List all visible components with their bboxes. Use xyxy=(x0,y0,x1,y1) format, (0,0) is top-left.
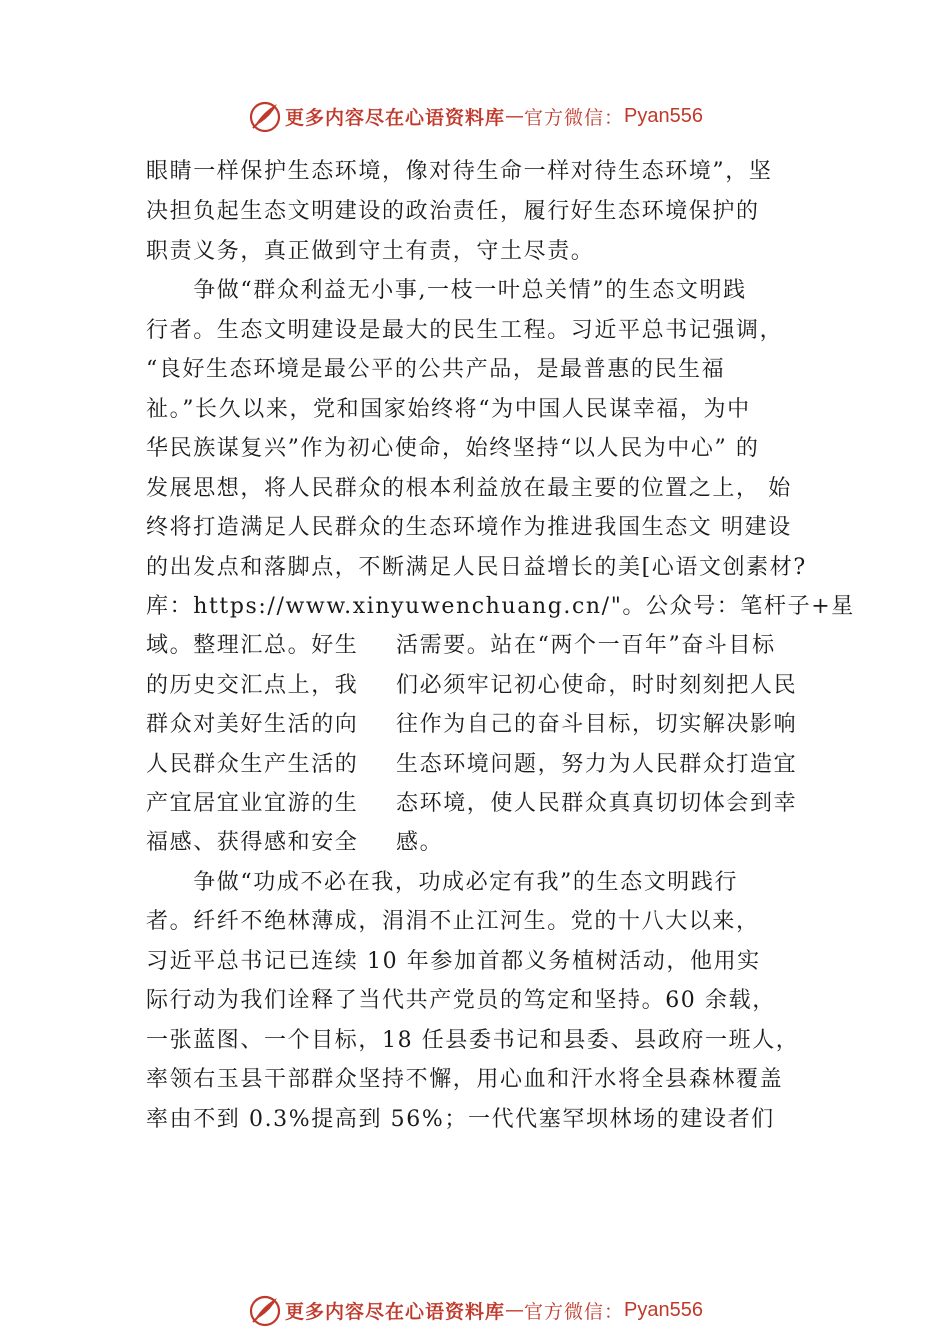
body-line: 争做“群众利益无小事,一枝一叶总关情”的生态文明践 xyxy=(146,278,747,303)
quill-logo-icon xyxy=(247,1292,283,1328)
body-line: “良好生态环境是最公平的公共产品，是最普惠的民生福 xyxy=(146,357,726,382)
banner-wechat-id: Pyan556 xyxy=(624,104,703,127)
split-left-line: 域。整理汇总。好生 xyxy=(146,633,359,658)
split-right-line: 感。 xyxy=(396,830,444,855)
body-line: 率由不到 0.3%提高到 56%；一代代塞罕坝林场的建设者们 xyxy=(146,1107,775,1132)
banner-brand: 更多内容尽在心语资料库 xyxy=(285,1300,506,1323)
body-line: 率领右玉县干部群众坚持不懈，用心血和汗水将全县森林覆盖 xyxy=(146,1067,784,1092)
footer-banner xyxy=(0,1290,950,1330)
banner-separator: — xyxy=(505,105,525,127)
body-line: 决担负起生态文明建设的政治责任，履行好生态环境保护的 xyxy=(146,199,760,224)
body-line: 华民族谋复兴”作为初心使命，始终坚持“以人民为中心” 的 xyxy=(146,436,760,461)
split-left-line: 福感、获得感和安全 xyxy=(146,830,359,855)
banner-brand: 更多内容尽在心语资料库 xyxy=(285,106,506,129)
body-line: 终将打造满足人民群众的生态环境作为推进我国生态文 明建设 xyxy=(146,515,792,540)
split-left-line: 的历史交汇点上，我 xyxy=(146,673,359,698)
split-right-line: 生态环境问题，努力为人民群众打造宜 xyxy=(396,752,798,777)
body-line: 际行动为我们诠释了当代共产党员的笃定和坚持。60 余载， xyxy=(146,988,776,1013)
split-right-line: 往作为自己的奋斗目标，切实解决影响 xyxy=(396,712,798,737)
body-line: 库：https://www.xinyuwenchuang.cn/"。公众号：笔杆子+星 xyxy=(146,594,855,619)
quill-logo-icon xyxy=(247,98,283,134)
header-banner xyxy=(0,96,950,136)
banner-official-label: 官方微信： xyxy=(524,1300,625,1323)
banner-official-label: 官方微信： xyxy=(524,106,625,129)
split-right-line: 活需要。站在“两个一百年”奋斗目标 xyxy=(396,633,776,658)
banner-wechat-id: Pyan556 xyxy=(624,1298,703,1321)
split-left-line: 人民群众生产生活的 xyxy=(146,752,359,777)
body-line: 眼睛一样保护生态环境，像对待生命一样对待生态环境”，坚 xyxy=(146,159,773,184)
body-line: 祉。”长久以来，党和国家始终将“为中国人民谋幸福，为中 xyxy=(146,397,751,422)
split-right-line: 们必须牢记初心使命，时时刻刻把人民 xyxy=(396,673,798,698)
body-line: 者。纤纤不绝林薄成，涓涓不止江河生。党的十八大以来， xyxy=(146,909,760,934)
body-line: 争做“功成不必在我，功成必定有我”的生态文明践行 xyxy=(146,870,739,895)
body-line: 发展思想，将人民群众的根本利益放在最主要的位置之上， 始 xyxy=(146,476,792,501)
body-line: 习近平总书记已连续 10 年参加首都义务植树活动，他用实 xyxy=(146,949,761,974)
split-left-line: 群众对美好生活的向 xyxy=(146,712,359,737)
split-left-line: 产宜居宜业宜游的生 xyxy=(146,791,359,816)
body-line: 职责义务，真正做到守土有责，守土尽责。 xyxy=(146,239,595,264)
banner-separator: — xyxy=(505,1299,525,1321)
split-right-line: 态环境，使人民群众真真切切体会到幸 xyxy=(396,791,798,816)
body-line: 行者。生态文明建设是最大的民生工程。习近平总书记强调， xyxy=(146,318,784,343)
body-line: 一张蓝图、一个目标，18 任县委书记和县委、县政府一班人， xyxy=(146,1028,800,1053)
body-line: 的出发点和落脚点，不断满足人民日益增长的美[心语文创素材? xyxy=(146,555,807,580)
